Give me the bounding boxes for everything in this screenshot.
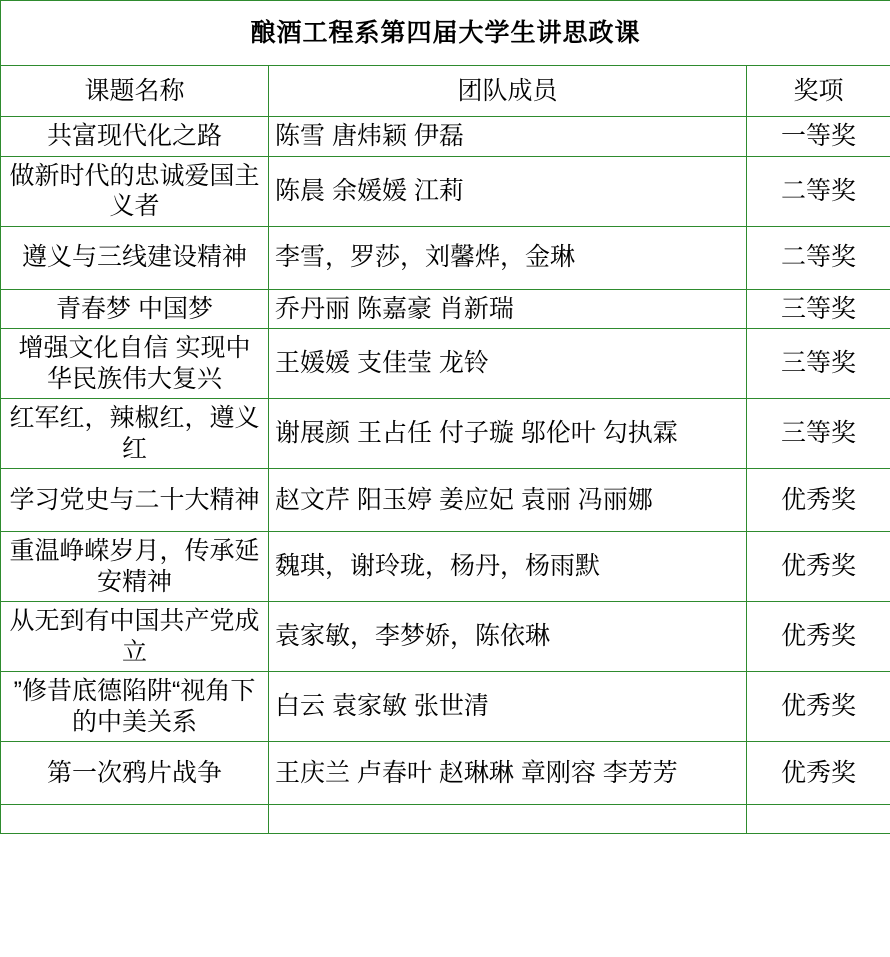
cell-award: 三等奖 [747, 289, 890, 329]
cell-title: 学习党史与二十大精神 [1, 469, 269, 532]
cell-award: 一等奖 [747, 117, 890, 157]
cell-title: 重温峥嵘岁月，传承延安精神 [1, 532, 269, 602]
cell-award: 优秀奖 [747, 469, 890, 532]
table-row [1, 602, 890, 672]
document-title: 酿酒工程系第四届大学生讲思政课 [1, 1, 890, 66]
table-row [1, 532, 890, 602]
column-header-title: 课题名称 [1, 66, 269, 117]
table-row [1, 289, 890, 329]
cell-title-empty [1, 805, 269, 834]
cell-award: 三等奖 [747, 399, 890, 469]
cell-members: 赵文芹 阳玉婷 姜应妃 袁丽 冯丽娜 [269, 469, 747, 532]
column-header-award: 奖项 [747, 66, 890, 117]
cell-title: 增强文化自信 实现中华民族伟大复兴 [1, 329, 269, 399]
cell-award: 二等奖 [747, 226, 890, 289]
cell-title: 青春梦 中国梦 [1, 289, 269, 329]
table-body [1, 1, 890, 834]
table-row [1, 672, 890, 742]
table-row [1, 399, 890, 469]
cell-members: 魏琪，谢玲珑，杨丹，杨雨默 [269, 532, 747, 602]
table-row [1, 469, 890, 532]
title-row [1, 1, 890, 66]
cell-award: 优秀奖 [747, 742, 890, 805]
cell-members: 王媛媛 支佳莹 龙铃 [269, 329, 747, 399]
cell-members: 陈晨 余媛媛 江莉 [269, 156, 747, 226]
cell-title: 从无到有中国共产党成立 [1, 602, 269, 672]
table-row [1, 226, 890, 289]
table-row [1, 329, 890, 399]
cell-members: 谢展颜 王占任 付子璇 邬伦叶 勾执霖 [269, 399, 747, 469]
table-row-empty [1, 805, 890, 834]
table-row [1, 117, 890, 157]
header-row [1, 66, 890, 117]
cell-title: 遵义与三线建设精神 [1, 226, 269, 289]
cell-members: 白云 袁家敏 张世清 [269, 672, 747, 742]
cell-members: 王庆兰 卢春叶 赵琳琳 章刚容 李芳芳 [269, 742, 747, 805]
cell-award: 三等奖 [747, 329, 890, 399]
cell-title: 红军红，辣椒红，遵义红 [1, 399, 269, 469]
cell-award: 二等奖 [747, 156, 890, 226]
table-row [1, 156, 890, 226]
cell-title: 做新时代的忠诚爱国主义者 [1, 156, 269, 226]
cell-award: 优秀奖 [747, 602, 890, 672]
cell-award: 优秀奖 [747, 532, 890, 602]
cell-members: 乔丹丽 陈嘉豪 肖新瑞 [269, 289, 747, 329]
cell-title: ”修昔底德陷阱“视角下的中美关系 [1, 672, 269, 742]
cell-members: 陈雪 唐炜颖 伊磊 [269, 117, 747, 157]
cell-members: 袁家敏，李梦娇，陈依琳 [269, 602, 747, 672]
cell-title: 共富现代化之路 [1, 117, 269, 157]
cell-award: 优秀奖 [747, 672, 890, 742]
cell-members: 李雪，罗莎，刘馨烨，金琳 [269, 226, 747, 289]
table-row [1, 742, 890, 805]
cell-title: 第一次鸦片战争 [1, 742, 269, 805]
cell-members-empty [269, 805, 747, 834]
column-header-members: 团队成员 [269, 66, 747, 117]
cell-award-empty [747, 805, 890, 834]
